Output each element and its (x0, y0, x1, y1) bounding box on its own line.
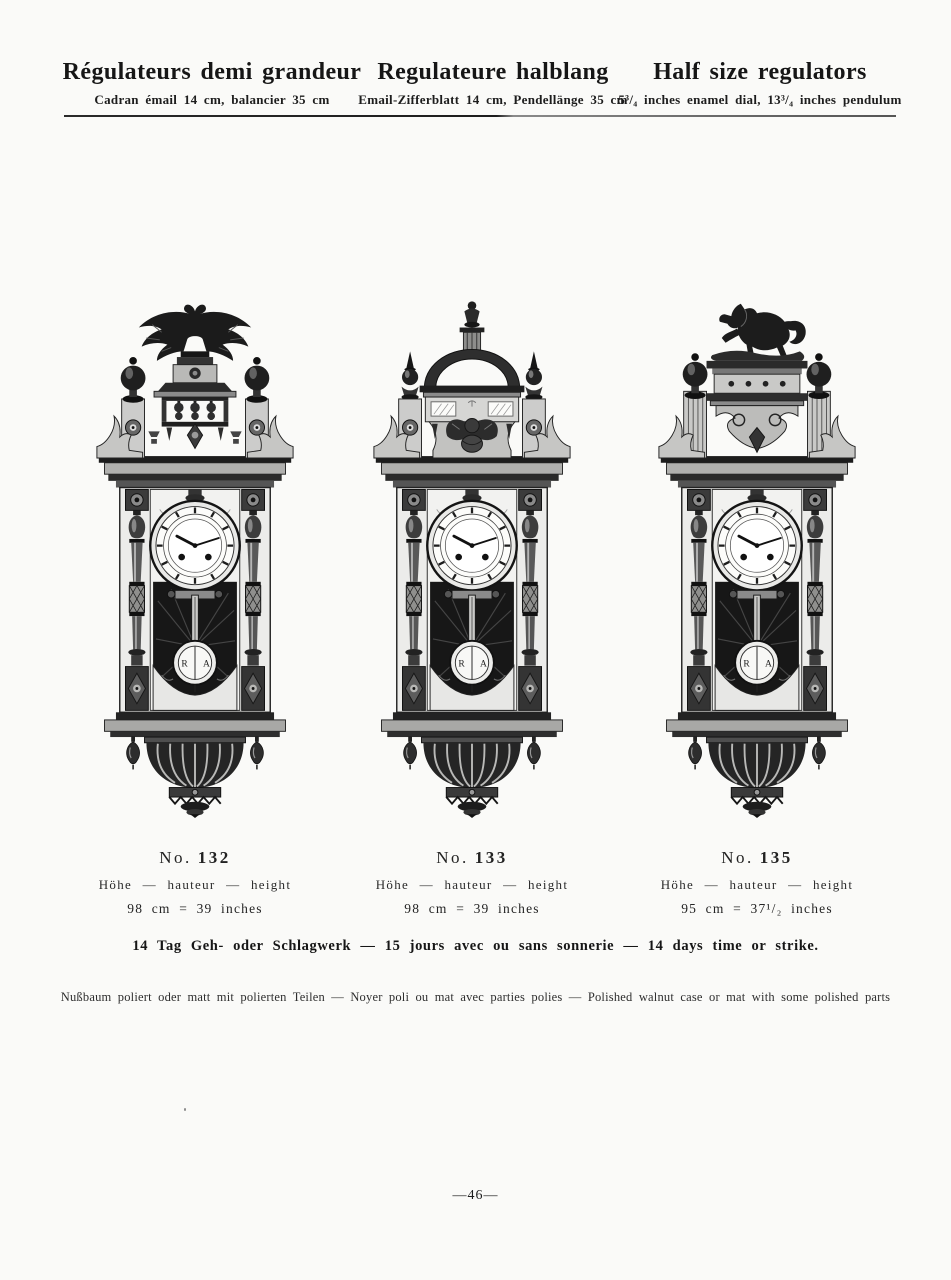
print-artifact-dot (184, 1108, 186, 1111)
finish-spec-line: Nußbaum poliert oder matt mit polierten Teilen — Noyer poli ou mat avec parties polies — Polished walnut case or mat with some polished parts (60, 990, 891, 1004)
model-number-line (607, 848, 907, 868)
model-number-line (45, 848, 345, 868)
header-rule (64, 115, 896, 117)
caption-132 (45, 848, 345, 917)
dimension-label: Höhe — hauteur — height (660, 877, 854, 892)
size-value: 95 cm = 37¹/₂ inches (681, 901, 833, 916)
eagle-crest-icon (139, 305, 251, 361)
movement-spec-line: 14 Tag Geh- oder Schlagwerk — 15 jours avec ou sans sonnerie — 14 days time or strike. (132, 938, 819, 954)
pediment-gallery (148, 357, 241, 448)
page-number: —46— (452, 1188, 499, 1203)
header-column-french (62, 60, 362, 108)
product-135 (607, 296, 907, 917)
model-number: 135 (759, 848, 793, 867)
number-prefix: No. (159, 848, 192, 867)
clock-illustration-133 (372, 296, 572, 820)
subtitle-german: Email-Zifferblatt 14 cm, Pendellänge 35 cm (358, 92, 628, 107)
header-column-english (618, 60, 902, 108)
page-title-french: Régulateurs demi grandeur (62, 59, 362, 85)
subtitle-french: Cadran émail 14 cm, balancier 35 cm (94, 92, 330, 107)
model-number: 133 (474, 848, 508, 867)
page-title-english: Half size regulators (653, 59, 867, 85)
size-value: 98 cm = 39 inches (404, 901, 540, 916)
header-column-german (358, 60, 628, 108)
horse-crest-icon (711, 304, 806, 361)
caption-135 (607, 848, 907, 917)
subtitle-english: 5³/₄ inches enamel dial, 13³/₄ inches pendulum (618, 92, 902, 107)
caption-133 (322, 848, 622, 917)
clock-illustration-135 (657, 296, 857, 820)
product-132 (45, 296, 345, 917)
dimension-label: Höhe — hauteur — height (375, 877, 569, 892)
number-prefix: No. (436, 848, 469, 867)
model-number-line (322, 848, 622, 868)
stepped-pediment (705, 361, 810, 452)
dimension-label: Höhe — hauteur — height (98, 877, 292, 892)
size-value: 98 cm = 39 inches (127, 901, 263, 916)
clock-illustration-132 (95, 296, 295, 820)
page-title-german: Regulateure halblang (377, 59, 609, 85)
product-133 (322, 296, 622, 917)
number-prefix: No. (721, 848, 754, 867)
model-number: 132 (197, 848, 231, 867)
